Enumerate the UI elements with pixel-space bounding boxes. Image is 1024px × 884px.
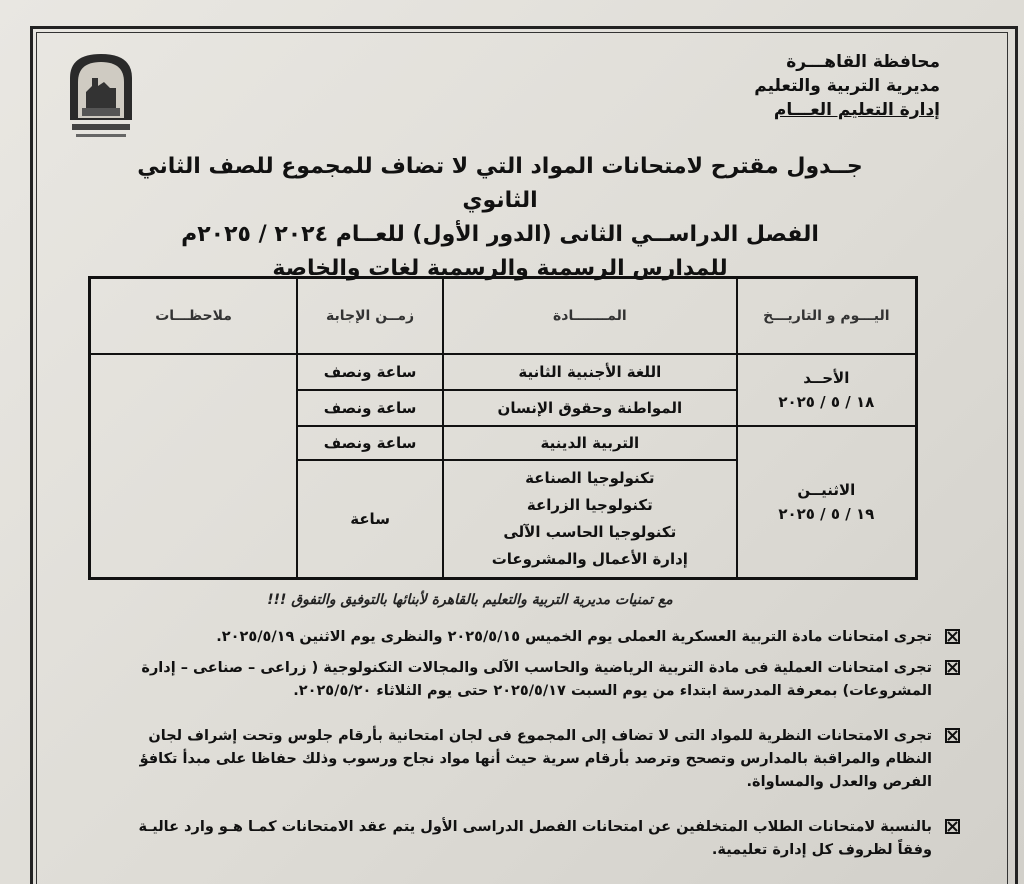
checkbox-x-icon	[945, 819, 960, 834]
title-line-3: للمدارس الرسمية والرسمية لغات والخاصة	[272, 256, 728, 281]
table-row	[90, 354, 917, 390]
day-cell	[737, 426, 917, 579]
cairo-governorate-logo-icon	[62, 48, 140, 144]
header-day-date: اليـــوم و التاريـــخ	[737, 278, 917, 355]
note-item	[120, 816, 960, 862]
notes-list	[120, 626, 960, 862]
note-text: تجرى امتحانات العملية فى مادة التربية الرياضية والحاسب الآلى والمجالات التكنولوجية ( زراعى – صناعى – إدارة المشروعات) بمعرفة المدرسة ابتداء من يوم السبت ٢٠٢٥/٥/١٧ حتى يوم الثلاثاء ٢٠٢٥/٥/٢٠.	[141, 660, 932, 699]
day-date: ١٨ / ٥ / ٢٠٢٥	[778, 393, 875, 411]
subject-item: تكنولوجيا الحاسب الآلى	[503, 523, 677, 541]
subject-item: تكنولوجيا الصناعة	[525, 469, 655, 487]
note-text: تجرى امتحانات مادة التربية العسكرية العملى يوم الخميس ٢٠٢٥/٥/١٥ والنظرى يوم الاثنين ٢٠٢٥/٥/١٩.	[216, 629, 932, 645]
directorate-name: مديرية التربية والتعليم	[754, 76, 940, 96]
subject-cell: التربية الدينية	[443, 426, 737, 460]
day-name: الأحــد	[803, 369, 850, 387]
document-title	[100, 150, 900, 286]
wishes-line: مع تمنيات مديرية التربية والتعليم بالقاهرة لأبنائها بالتوفيق والتفوق !!!	[267, 592, 673, 608]
note-item	[120, 725, 960, 794]
title-line-1: جــدول مقترح لامتحانات المواد التي لا تضاف للمجموع للصف الثاني الثانوي	[137, 154, 863, 213]
subject-cell: المواطنة وحقوق الإنسان	[443, 390, 737, 426]
note-item	[120, 626, 960, 649]
exam-schedule-table	[88, 276, 918, 580]
time-cell: ساعة	[297, 460, 443, 579]
note-text: تجرى الامتحانات النظرية للمواد التى لا تضاف إلى المجموع فى لجان امتحانية بأرقام جلوس وتحت إشراف لجان النظام والمراقبة بالمدارس وتصحح وترصد بأرقام سرية حيث أنها مواد نجاح ورسوب وذلك حفاظا على مبدأ تكافؤ الفرص والعدل والمساواة.	[139, 728, 932, 790]
subject-item: تكنولوجيا الزراعة	[526, 496, 653, 514]
header-subject: المـــــــادة	[443, 278, 737, 355]
day-cell	[737, 354, 917, 426]
department-name: إدارة التعليم العـــام	[773, 100, 940, 120]
subject-item: إدارة الأعمال والمشروعات	[491, 550, 688, 568]
issuer-header	[680, 50, 940, 122]
checkbox-x-icon	[945, 629, 960, 644]
note-text: بالنسبة لامتحانات الطلاب المتخلفين عن امتحانات الفصل الدراسى الأول يتم عقد الامتحانات كمـا هـو وارد عاليـة وفقاً لظروف كل إدارة تعليمية.	[138, 819, 932, 858]
time-cell: ساعة ونصف	[297, 390, 443, 426]
header-answer-time: زمــن الإجابة	[297, 278, 443, 355]
checkbox-x-icon	[945, 728, 960, 743]
title-line-2: الفصل الدراســي الثانى (الدور الأول) للعــام ٢٠٢٤ / ٢٠٢٥م	[181, 222, 819, 247]
time-cell: ساعة ونصف	[297, 354, 443, 390]
checkbox-x-icon	[945, 660, 960, 675]
day-name: الاثنيــن	[797, 481, 856, 499]
governorate-name: محافظة القاهـــرة	[786, 52, 940, 72]
note-item	[120, 657, 960, 703]
table-header-row	[90, 278, 917, 355]
notes-cell	[90, 354, 298, 579]
header-notes: ملاحظـــات	[90, 278, 298, 355]
time-cell: ساعة ونصف	[297, 426, 443, 460]
day-date: ١٩ / ٥ / ٢٠٢٥	[778, 505, 875, 523]
subject-cell: اللغة الأجنبية الثانية	[443, 354, 737, 390]
subject-group-cell	[443, 460, 737, 579]
